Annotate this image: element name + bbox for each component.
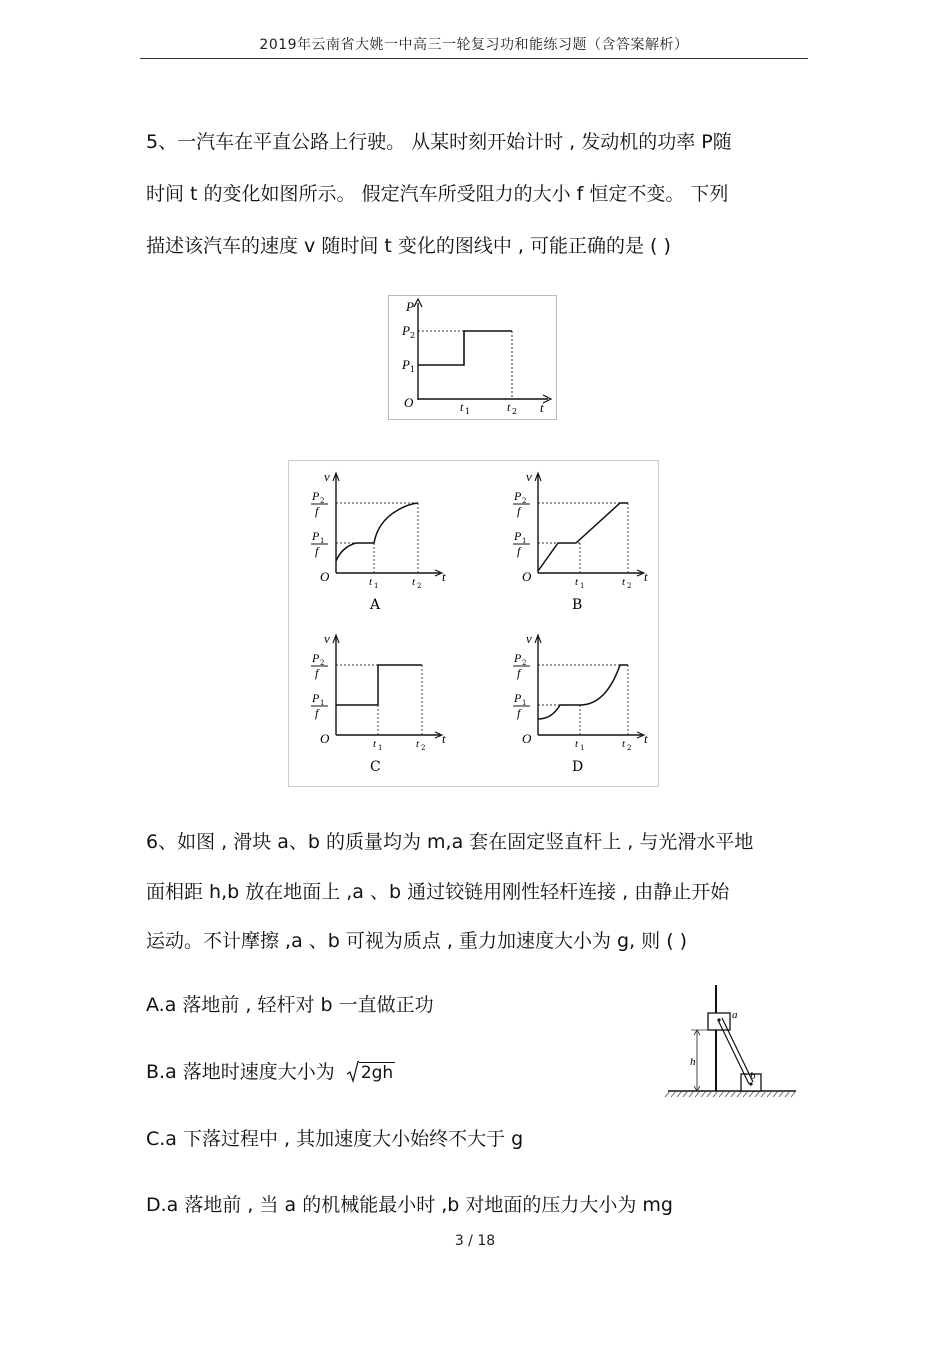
graph-d-t-label: t [644,731,648,746]
graph-c-p1-denominator: f [315,706,319,720]
t1-label: t [460,400,464,414]
graph-a-p1-subscript: 1 [320,537,325,545]
q6-option-b-text: B.a 落地时速度大小为 [146,1061,335,1083]
graph-b-p1-subscript: 1 [522,537,527,545]
p2-sub: 2 [410,331,416,340]
graph-b-t2-subscript: 2 [627,582,632,590]
graph-d-p1-denominator: f [517,706,521,720]
graph-d-t1-subscript: 1 [580,744,585,752]
graph-b-p2-numerator: P [514,489,522,503]
q6-option-c: C.a 下落过程中 , 其加速度大小始终不大于 g [146,1128,524,1150]
graph-b-origin: O [522,569,532,584]
graph-a-t-label: t [442,569,446,584]
graph-a-t2-subscript: 2 [417,582,422,590]
graph-a-v-label: v [324,469,330,484]
graph-c-p2-numerator: P [312,651,320,665]
t2-label: t [507,400,511,414]
graph-b-p2-subscript: 2 [522,497,527,505]
graph-b-t1-label: t [575,576,579,588]
graph-d-t2-label: t [622,738,626,750]
graph-b-t1-subscript: 1 [580,582,585,590]
graph-a-t1-label: t [369,576,373,588]
graph-d-p2-subscript: 2 [522,659,527,667]
q6-option-a: A.a 落地前 , 轻杆对 b 一直做正功 [146,994,434,1016]
graph-c-t1-subscript: 1 [378,744,383,752]
light-rod [722,1018,753,1082]
p1-label: P [402,357,410,372]
b-label: b [750,1070,756,1082]
q6-line-1: 6、如图 , 滑块 a、b 的质量均为 m,a 套在固定竖直杆上 , 与光滑水平地 [146,831,754,853]
graph-d-t2-subscript: 2 [627,744,632,752]
graph-c-t1-label: t [373,738,377,750]
t2-sub: 2 [512,407,518,416]
graph-a-t2-label: t [412,576,416,588]
graph-c-t-label: t [442,731,446,746]
q5-line-1: 5、一汽车在平直公路上行驶。 从某时刻开始计时 , 发动机的功率 P随 [146,131,732,153]
graph-c-p2-denominator: f [315,666,319,680]
graph-c-p1-numerator: P [312,691,320,705]
graph-d-p2-numerator: P [514,651,522,665]
sliders-rod-figure [664,985,810,1103]
graph-d-origin: O [522,731,532,746]
option-a-label: A [370,597,381,613]
graph-c-t2-subscript: 2 [421,744,426,752]
graph-d-v-label: v [526,631,532,646]
q6-option-b [146,1060,395,1084]
graph-d-t1-label: t [575,738,579,750]
graph-b-p1-denominator: f [517,544,521,558]
page-header: 2019年云南省大姚一中高三一轮复习功和能练习题（含答案解析） [259,37,689,53]
p-axis-label: P [406,299,414,314]
option-b-label: B [572,597,583,613]
graph-a-p1-numerator: P [312,529,320,543]
graph-a-p2-denominator: f [315,504,319,518]
graph-b-p1-numerator: P [514,529,522,543]
graph-d-p1-subscript: 1 [522,699,527,707]
graph-b-v-label: v [526,469,532,484]
header-divider [140,58,808,59]
graph-d-p1-numerator: P [514,691,522,705]
q6-option-d: D.a 落地前 , 当 a 的机械能最小时 ,b 对地面的压力大小为 mg [146,1194,673,1216]
q5-line-2: 时间 t 的变化如图所示。 假定汽车所受阻力的大小 f 恒定不变。 下列 [146,183,729,205]
q5-line-3: 描述该汽车的速度 v 随时间 t 变化的图线中 , 可能正确的是 ( ) [146,235,671,257]
velocity-options-figure [288,460,660,788]
radical-sign-icon [347,1061,359,1083]
graph-a-p2-numerator: P [312,489,320,503]
graph-a-p2-subscript: 2 [320,497,325,505]
graph-a-t1-subscript: 1 [374,582,379,590]
graph-c-t2-label: t [416,738,420,750]
graph-b-t-label: t [644,569,648,584]
q6-line-2: 面相距 h,b 放在地面上 ,a 、b 通过铰链用刚性轻杆连接 , 由静止开始 [146,881,730,903]
graph-a-origin: O [320,569,330,584]
p-axis-t-label: t [540,400,544,415]
sqrt-expression [347,1060,395,1084]
p-origin: O [404,395,414,410]
graph-c-v-label: v [324,631,330,646]
option-d-label: D [572,759,584,775]
graph-c-p2-subscript: 2 [320,659,325,667]
page-number: 3 / 18 [454,1233,496,1249]
power-time-graph [388,295,558,421]
sqrt-radicand: 2gh [360,1063,394,1083]
t1-sub: 1 [465,407,471,416]
graph-d-p2-denominator: f [517,666,521,680]
p2-label: P [402,323,410,338]
h-label: h [690,1056,696,1068]
option-c-label: C [370,759,381,775]
graph-b-t2-label: t [622,576,626,588]
graph-a-p1-denominator: f [315,544,319,558]
graph-c-origin: O [320,731,330,746]
graph-b-p2-denominator: f [517,504,521,518]
p1-sub: 1 [410,365,416,374]
a-label: a [732,1009,738,1021]
q6-line-3: 运动。不计摩擦 ,a 、b 可视为质点 , 重力加速度大小为 g, 则 ( ) [146,930,688,952]
graph-c-p1-subscript: 1 [320,699,325,707]
